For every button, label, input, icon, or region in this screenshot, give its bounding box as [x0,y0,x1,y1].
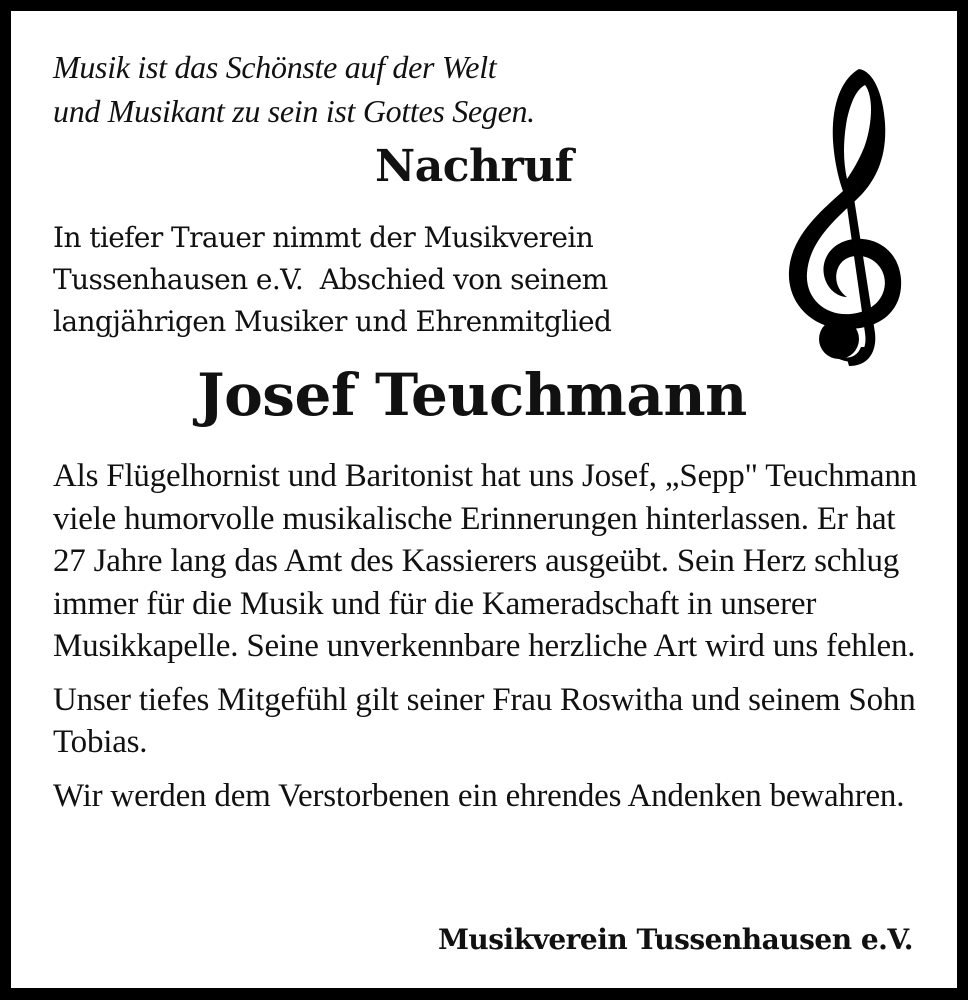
intro-line-1: In tiefer Trauer nimmt der Musikverein [53,221,594,254]
signature: Musikverein Tussenhausen e.V. [437,923,913,956]
paragraph-tribute: Als Flügelhornist und Baritonist hat uns Josef, „Sepp" Teuchmann viele humorvolle musikalische Erinnerungen hinterlassen. Er hat 27 Jahre lang das Amt des Kassierers ausgeübt. Sein Herz schlug immer für die Musik und für die Kameradschaft in unserer Musikkapelle. Seine unverkennbare herzliche Art wird uns fehlen. [53,458,917,664]
notice-body [53,455,933,828]
paragraph-condolence: Unser tiefes Mitgefühl gilt seiner Frau Roswitha und seinem Sohn Tobias. [53,681,916,760]
treble-clef-icon [781,61,911,371]
motto-line-1: Musik ist das Schönste auf der Welt [53,49,497,85]
intro-line-3: langjährigen Musiker und Ehrenmitglied [53,305,612,338]
deceased-name: Josef Teuchmann [197,361,747,429]
motto-line-2: und Musikant zu sein ist Gottes Segen. [53,93,535,129]
paragraph-remembrance: Wir werden dem Verstorbenen ein ehrendes Andenken bewahren. [53,777,905,814]
motto-quote [53,45,535,133]
intro-text [53,217,611,343]
obituary-notice [11,11,957,988]
notice-title: Nachruf [375,141,574,192]
intro-line-2: Tussenhausen e.V. Abschied von seinem [53,263,608,296]
